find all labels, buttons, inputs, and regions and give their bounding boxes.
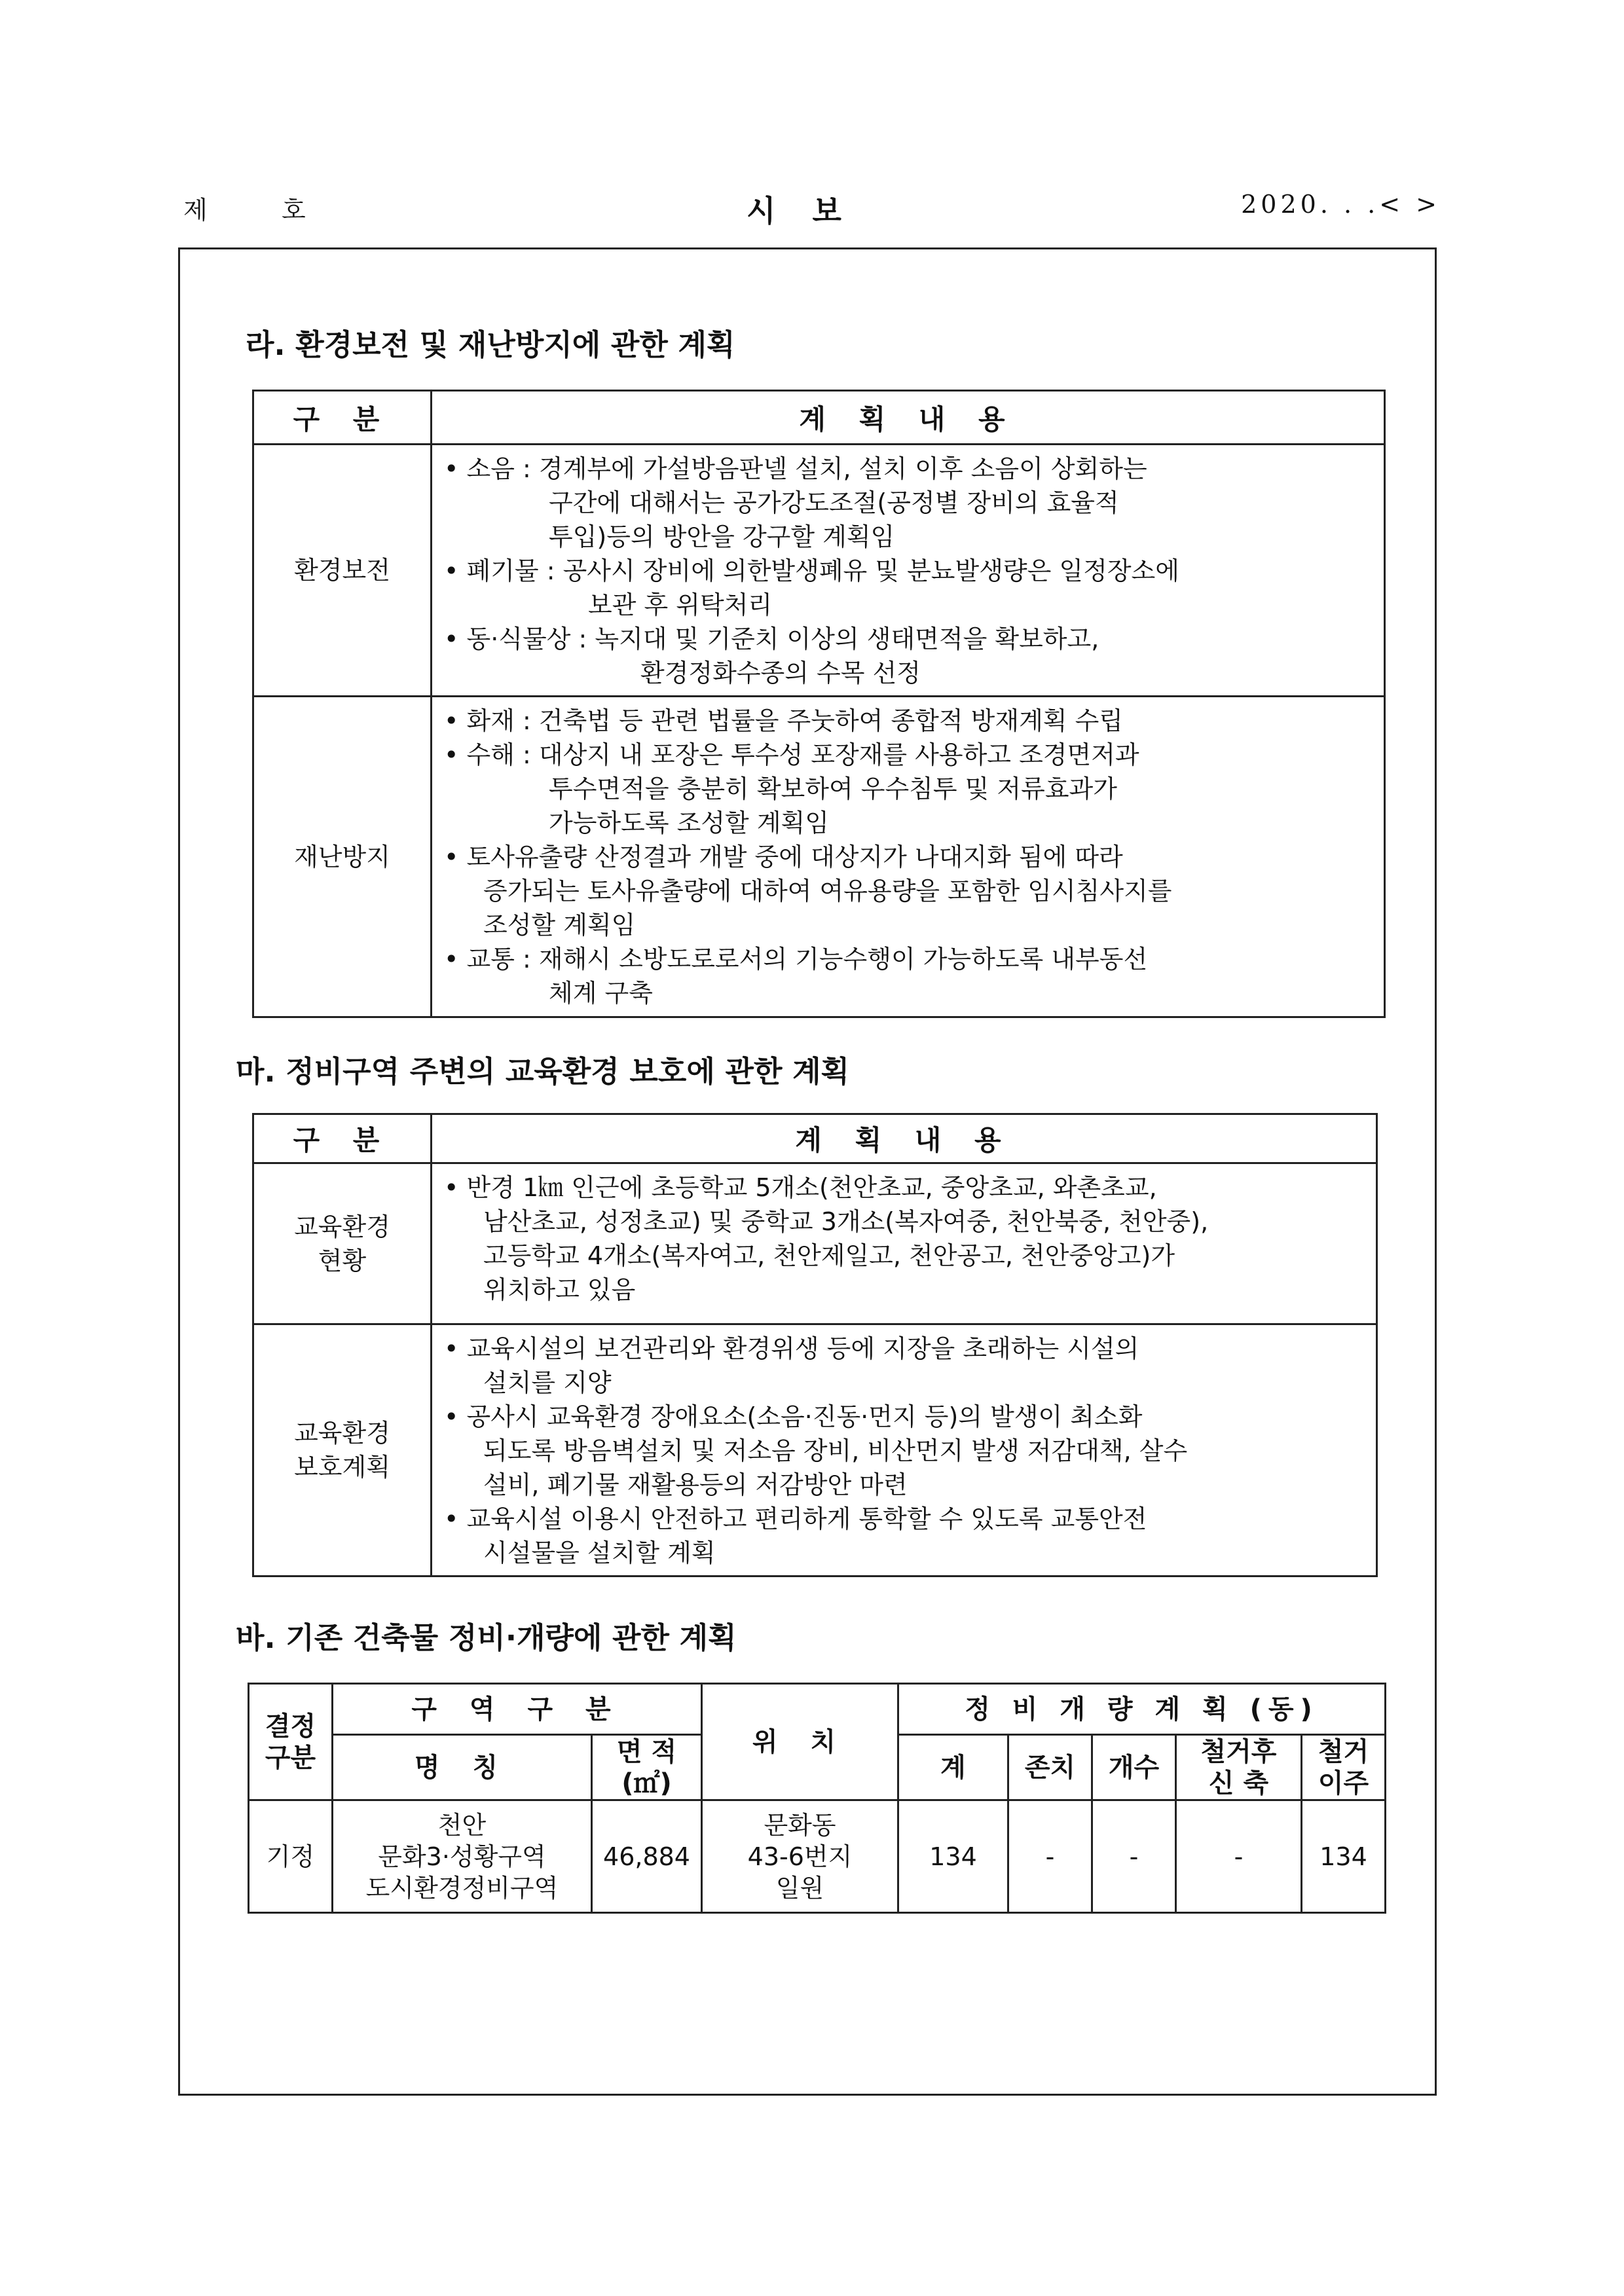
plan-line: • 소음 : 경계부에 가설방음판넬 설치, 설치 이후 소음이 상회하는 [444,454,1147,483]
cell-repair: - [1092,1800,1176,1913]
header-name: 명 칭 [333,1735,592,1800]
header-zone-classification: 구 역 구 분 [333,1684,702,1735]
table-row [253,445,1385,697]
cell-line: 도시환경정비구역 [365,1873,559,1903]
section-title-education-environment: 마. 정비구역 주변의 교육환경 보호에 관한 계획 [236,1054,850,1089]
cell-line: 천안 [437,1810,487,1840]
header-area [592,1735,702,1800]
header-repair: 개수 [1092,1735,1176,1800]
page-header [183,190,1441,229]
cell-relocate: 134 [1302,1800,1386,1913]
header-line: 철거 [1318,1736,1369,1767]
column-header-plan-content: 계 획 내 용 [432,391,1385,445]
plan-line: 설비, 폐기물 재활용등의 저감방안 마련 [483,1470,908,1499]
plan-content-environment [432,445,1385,697]
category-education-protection [253,1324,432,1576]
plan-line: 고등학교 4개소(복자여고, 천안제일고, 천안공고, 천안중앙고)가 [483,1241,1175,1270]
header-line: 면 적 [616,1736,677,1767]
cell-rebuild: - [1176,1800,1302,1913]
plan-line: • 공사시 교육환경 장애요소(소음·진동·먼지 등)의 발생이 최소화 [444,1402,1143,1431]
plan-line: 투입)등의 방안을 강구할 계획임 [549,522,895,551]
plan-line: 위치하고 있음 [483,1275,636,1304]
plan-content-education-protection [432,1324,1377,1576]
category-line: 교육환경 [294,1419,390,1448]
plan-content-disaster [432,697,1385,1017]
header-line: 구분 [265,1742,316,1773]
section-title-environment-disaster: 라. 환경보전 및 재난방지에 관한 계획 [246,327,735,362]
section-title-building-improvement: 바. 기존 건축물 정비·개량에 관한 계획 [236,1620,737,1655]
table-row [253,1324,1377,1576]
header-line: 이주 [1318,1768,1369,1798]
plan-line: 시설물을 설치할 계획 [483,1539,716,1567]
column-header-plan-content: 계 획 내 용 [432,1114,1377,1163]
gazette-title: 시 보 [747,193,855,228]
issue-suffix-label: 호 [282,196,306,225]
plan-line: 설치를 지양 [483,1368,612,1397]
category-environment: 환경보전 [253,445,432,697]
plan-line: • 동·식물상 : 녹지대 및 기준치 이상의 생태면적을 확보하고, [444,625,1099,653]
header-rebuild [1176,1735,1302,1800]
plan-line: 환경정화수종의 수목 선정 [640,659,921,687]
issue-number-label: 제 [183,196,208,225]
plan-line: • 반경 1㎞ 인근에 초등학교 5개소(천안초교, 중앙초교, 와촌초교, [444,1173,1157,1202]
plan-line: 가능하도록 조성할 계획임 [549,809,829,837]
cell-line: 43-6번지 [747,1842,853,1871]
education-environment-plan-table [252,1113,1378,1577]
building-improvement-table [248,1683,1386,1914]
issue-date: 2020. . .< > [1241,190,1441,219]
plan-line: 되도록 방음벽설치 및 저소음 장비, 비산먼지 발생 저감대책, 살수 [483,1436,1188,1465]
cell-keep: - [1008,1800,1092,1913]
plan-line: • 화재 : 건축법 등 관련 법률을 주눗하여 종합적 방재계획 수립 [444,706,1124,735]
header-decision-type [249,1684,333,1800]
plan-line: • 교육시설의 보건관리와 환경위생 등에 지장을 초래하는 시설의 [444,1334,1139,1363]
plan-line: • 수해 : 대상지 내 포장은 투수성 포장재를 사용하고 조경면저과 [444,740,1139,769]
plan-line: 투수면적을 충분히 확보하여 우수침투 및 저류효과가 [549,774,1117,803]
header-improvement-plan: 정 비 개 량 계 획 (동) [898,1684,1386,1735]
cell-decision: 기정 [249,1800,333,1913]
cell-name [333,1800,592,1913]
table-row [253,1163,1377,1324]
category-line: 현황 [318,1246,367,1275]
cell-area: 46,884 [592,1800,702,1913]
environment-disaster-plan-table [252,390,1386,1018]
header-line: 철거후 [1200,1736,1277,1767]
plan-line: • 토사유출량 산정결과 개발 중에 대상지가 나대지화 됨에 따라 [444,843,1123,871]
table-row [249,1800,1386,1913]
header-location: 위 치 [702,1684,898,1800]
cell-location [702,1800,898,1913]
category-line: 교육환경 [294,1212,390,1241]
plan-content-education-status [432,1163,1377,1324]
category-disaster: 재난방지 [253,697,432,1017]
plan-line: 조성할 계획임 [483,911,636,939]
cell-total: 134 [898,1800,1008,1913]
header-keep: 존치 [1008,1735,1092,1800]
category-education-status [253,1163,432,1324]
header-line: (㎡) [621,1768,672,1798]
column-header-category: 구 분 [253,391,432,445]
cell-line: 문화동 [764,1810,836,1840]
category-line: 보호계획 [294,1453,390,1482]
header-total: 계 [898,1735,1008,1800]
plan-line: 체계 구축 [549,979,653,1008]
plan-line: 남산초교, 성정초교) 및 중학교 3개소(복자여중, 천안북중, 천안중), [483,1207,1209,1236]
plan-line: 구간에 대해서는 공가강도조절(공정별 장비의 효율적 [549,488,1119,517]
plan-line: 증가되는 토사유출량에 대하여 여유용량을 포함한 임시침사지를 [483,877,1172,905]
cell-line: 문화3·성황구역 [378,1842,546,1871]
plan-line: • 교육시설 이용시 안전하고 편리하게 통학할 수 있도록 교통안전 [444,1504,1147,1533]
header-relocate [1302,1735,1386,1800]
plan-line: • 교통 : 재해시 소방도로로서의 기능수행이 가능하도록 내부동선 [444,945,1148,974]
table-row [253,697,1385,1017]
header-line: 결정 [265,1711,316,1741]
cell-line: 일원 [775,1873,824,1903]
plan-line: 보관 후 위탁처리 [588,591,773,619]
header-line: 신 축 [1208,1768,1269,1798]
column-header-category: 구 분 [253,1114,432,1163]
plan-line: • 폐기물 : 공사시 장비에 의한발생폐유 및 분뇨발생량은 일정장소에 [444,556,1179,585]
